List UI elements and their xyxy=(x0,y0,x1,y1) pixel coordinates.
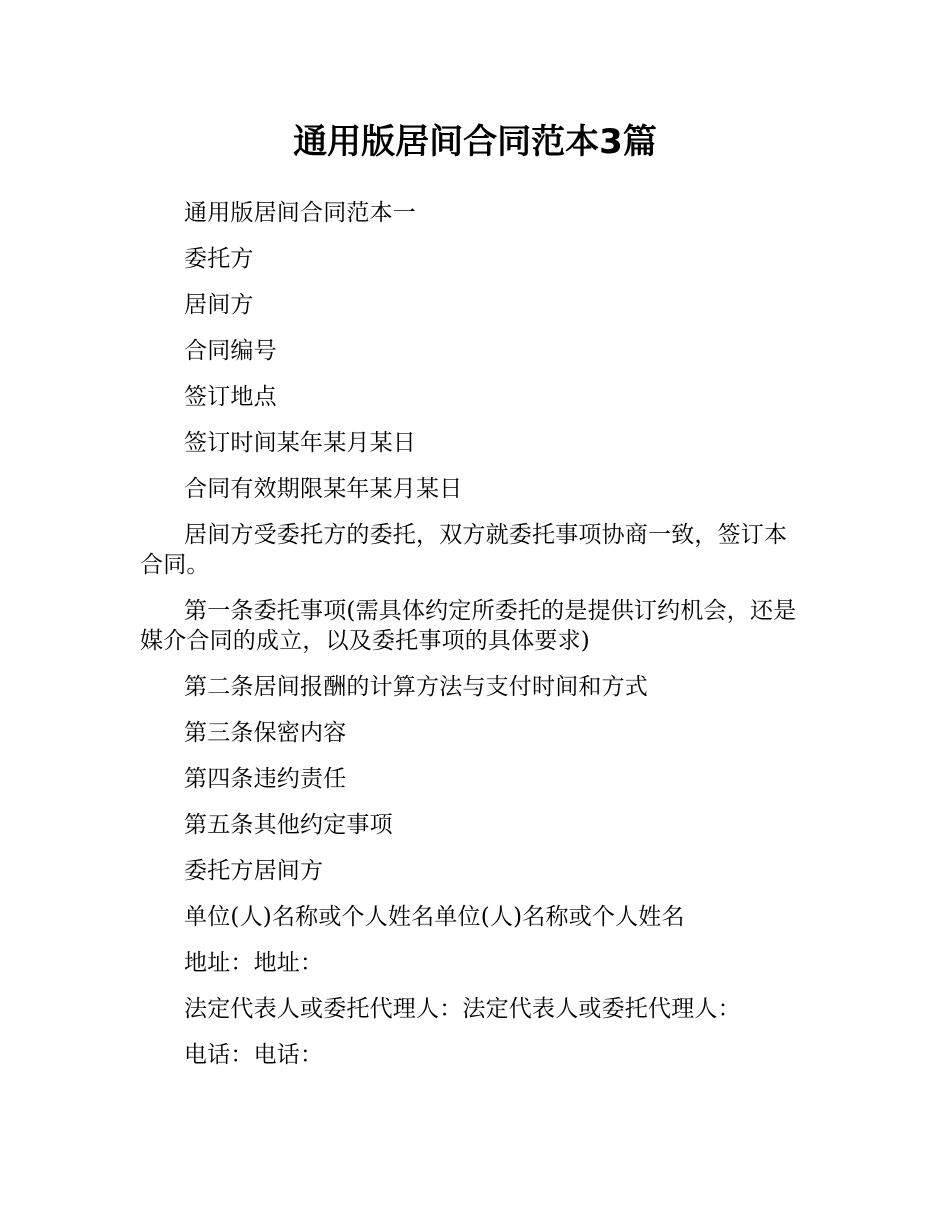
paragraph-article-4: 第四条违约责任 xyxy=(184,766,347,792)
paragraph-representatives: 法定代表人或委托代理人：法定代表人或委托代理人： xyxy=(184,996,741,1022)
paragraph-validity-period: 合同有效期限某年某月某日 xyxy=(184,476,463,502)
paragraph-section-heading: 通用版居间合同范本一 xyxy=(184,200,416,226)
document-body xyxy=(140,198,810,1086)
paragraph-preamble: 居间方受委托方的委托，双方就委托事项协商一致，签订本合同。 xyxy=(140,522,788,578)
document-title: 通用版居间合同范本3篇 xyxy=(293,122,657,162)
paragraph-article-2: 第二条居间报酬的计算方法与支付时间和方式 xyxy=(184,674,648,700)
paragraph-signing-time: 签订时间某年某月某日 xyxy=(184,430,416,456)
paragraph-addresses: 地址：地址： xyxy=(184,950,324,976)
paragraph-intermediary: 居间方 xyxy=(184,292,254,318)
paragraph-signatory-parties: 委托方居间方 xyxy=(184,858,324,884)
paragraph-client: 委托方 xyxy=(184,246,254,272)
paragraph-article-1: 第一条委托事项(需具体约定所委托的是提供订约机会，还是媒介合同的成立，以及委托事项的具体要求) xyxy=(140,598,797,654)
paragraph-phones: 电话：电话： xyxy=(184,1042,324,1068)
paragraph-contract-number: 合同编号 xyxy=(184,338,277,364)
paragraph-signing-place: 签订地点 xyxy=(184,384,277,410)
paragraph-article-5: 第五条其他约定事项 xyxy=(184,812,393,838)
paragraph-party-names: 单位(人)名称或个人姓名单位(人)名称或个人姓名 xyxy=(184,904,685,930)
paragraph-article-3: 第三条保密内容 xyxy=(184,720,347,746)
